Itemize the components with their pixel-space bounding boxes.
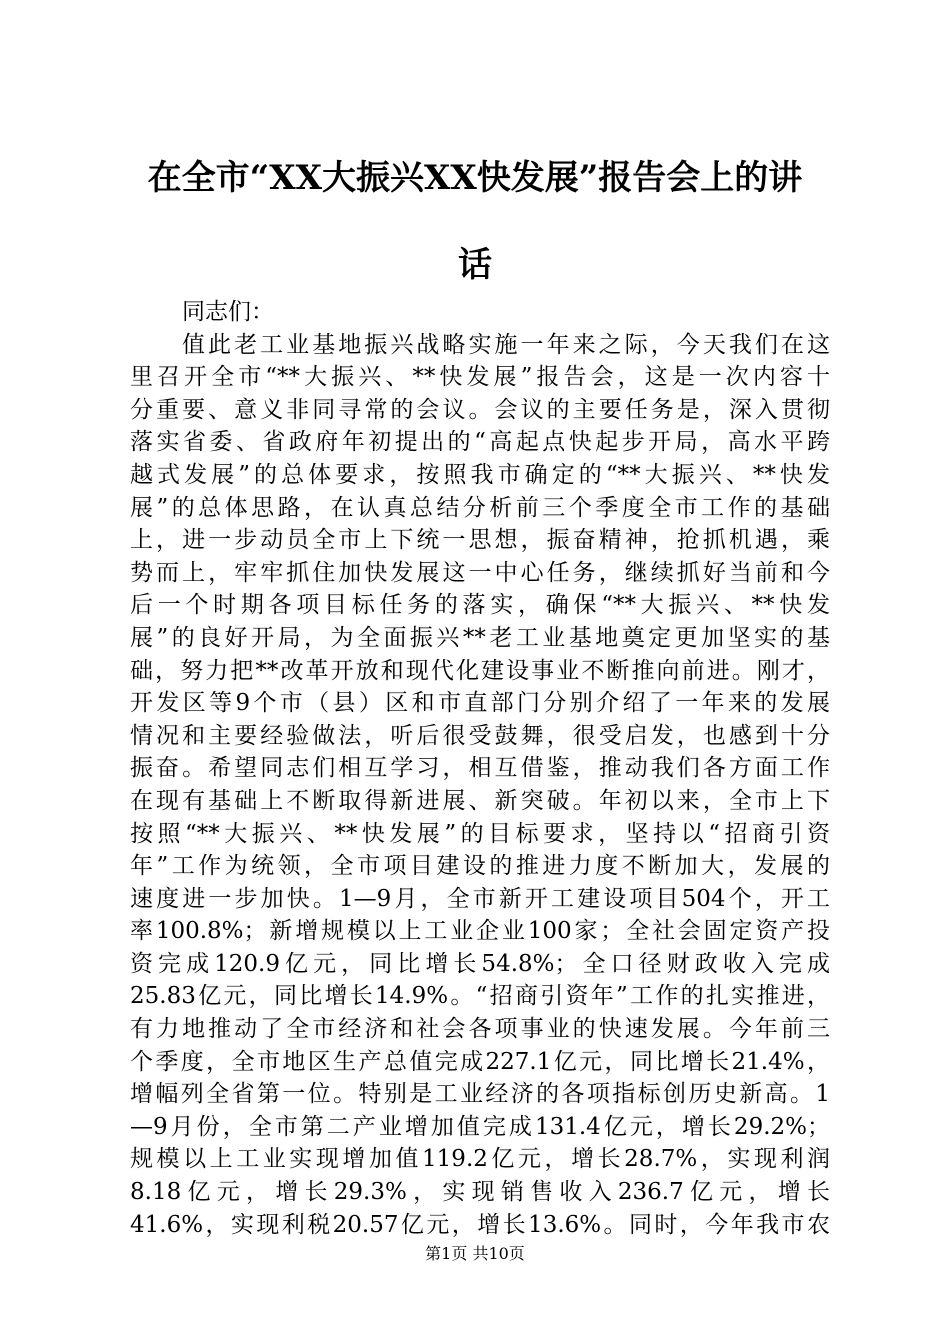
body-line: 按照“**大振兴、**快发展”的目标要求，坚持以“招商引资 <box>130 820 830 847</box>
body-line: 里召开全市“**大振兴、**快发展”报告会，这是一次内容十 <box>130 364 830 391</box>
body-line: 展”的总体思路，在认真总结分析前三个季度全市工作的基础 <box>130 494 830 521</box>
body-line: 速度进一步加快。1—9月，全市新开工建设项目504个，开工 <box>130 885 830 912</box>
body-line: 上，进一步动员全市上下统一思想，振奋精神，抢抓机遇，乘 <box>130 527 830 554</box>
body-line: 增幅列全省第一位。特别是工业经济的各项指标创历史新高。1 <box>130 1081 830 1108</box>
document-title-line-2: 话 <box>458 245 492 285</box>
body-line: 率100.8%；新增规模以上工业企业100家；全社会固定资产投 <box>130 918 830 945</box>
body-line: 情况和主要经验做法，听后很受鼓舞，很受启发，也感到十分 <box>130 722 830 749</box>
body-line: 越式发展”的总体要求，按照我市确定的“**大振兴、**快发 <box>130 461 830 488</box>
body-line: 个季度，全市地区生产总值完成227.1亿元，同比增长21.4%， <box>130 1048 830 1075</box>
body-line: —9月份，全市第二产业增加值完成131.4亿元，增长29.2%； <box>130 1113 830 1140</box>
body-line: 41.6%，实现利税20.57亿元，增长13.6%。同时，今年我市农 <box>130 1211 830 1238</box>
body-line: 在现有基础上不断取得新进展、新突破。年初以来，全市上下 <box>130 787 830 814</box>
salutation: 同志们： <box>182 299 274 325</box>
body-line: 分重要、意义非同寻常的会议。会议的主要任务是，深入贯彻 <box>130 396 830 423</box>
body-line: 础，努力把**改革开放和现代化建设事业不断推向前进。刚才， <box>130 657 830 684</box>
page-number-footer: 第1页 共10页 <box>425 1244 525 1263</box>
body-line: 开发区等9个市（县）区和市直部门分别介绍了一年来的发展 <box>130 690 830 717</box>
body-line: 展”的良好开局，为全面振兴**老工业基地奠定更加坚实的基 <box>130 624 830 651</box>
body-line: 有力地推动了全市经济和社会各项事业的快速发展。今年前三 <box>130 1016 830 1043</box>
body-line: 后一个时期各项目标任务的落实，确保“**大振兴、**快发 <box>130 592 830 619</box>
body-line: 年”工作为统领，全市项目建设的推进力度不断加大，发展的 <box>130 853 830 880</box>
body-line: 振奋。希望同志们相互学习，相互借鉴，推动我们各方面工作 <box>130 755 830 782</box>
document-body <box>130 296 830 1241</box>
document-title-line-1: 在全市“XX大振兴XX快发展”报告会上的讲 <box>147 158 803 198</box>
body-line: 8.18亿元，增长29.3%，实现销售收入236.7亿元，增长 <box>130 1179 830 1206</box>
body-line: 25.83亿元，同比增长14.9%。“招商引资年”工作的扎实推进， <box>130 983 830 1010</box>
body-line: 规模以上工业实现增加值119.2亿元，增长28.7%，实现利润 <box>130 1146 830 1173</box>
body-line: 资完成120.9亿元，同比增长54.8%；全口径财政收入完成 <box>130 950 830 977</box>
body-line: 值此老工业基地振兴战略实施一年来之际，今天我们在这 <box>182 331 830 358</box>
body-line: 势而上，牢牢抓住加快发展这一中心任务，继续抓好当前和今 <box>130 559 830 586</box>
body-line: 落实省委、省政府年初提出的“高起点快起步开局，高水平跨 <box>130 429 830 456</box>
